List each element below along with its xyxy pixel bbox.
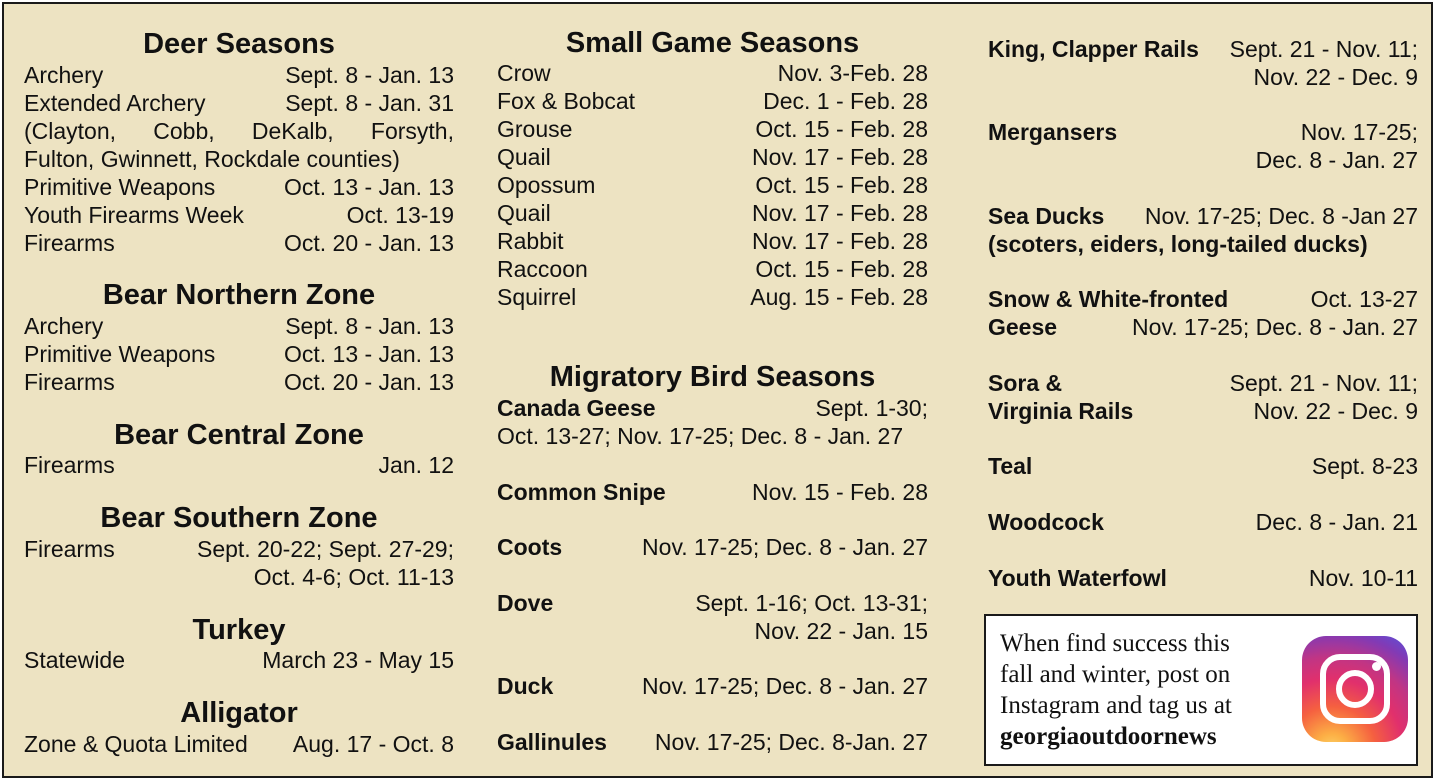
turkey-heading: Turkey [192, 614, 286, 646]
dove-row: Dove Sept. 1-16; Oct. 13-31; [497, 590, 928, 616]
alligator-row: Zone & Quota Limited Aug. 17 - Oct. 8 [24, 731, 454, 757]
quail-row: Quail Nov. 17 - Feb. 28 [497, 144, 928, 170]
deer-primitive-weapons-row: Primitive Weapons Oct. 13 - Jan. 13 [24, 174, 454, 200]
migratory-heading: Migratory Bird Seasons [549, 361, 876, 393]
duck-row: Duck Nov. 17-25; Dec. 8 - Jan. 27 [497, 673, 928, 699]
bear-northern-heading: Bear Northern Zone [102, 279, 376, 311]
bear-southern-heading: Bear Southern Zone [100, 502, 378, 534]
turkey-statewide-row: Statewide March 23 - May 15 [24, 647, 454, 673]
raccoon-row: Raccoon Oct. 15 - Feb. 28 [497, 256, 928, 282]
canada-geese-row: Canada Geese Sept. 1-30; [497, 395, 928, 421]
sora-rails-row-2: Virginia Rails Nov. 22 - Dec. 9 [988, 398, 1418, 424]
deer-youth-firearms-row: Youth Firearms Week Oct. 13-19 [24, 202, 454, 228]
deer-counties-note: (Clayton, Cobb, DeKalb, Forsyth, [24, 118, 454, 144]
rabbit-row: Rabbit Nov. 17 - Feb. 28 [497, 228, 928, 254]
season-chart [2, 2, 1433, 778]
king-clapper-rails-row: King, Clapper Rails Sept. 21 - Nov. 11; [988, 36, 1418, 62]
grouse-row: Grouse Oct. 15 - Feb. 28 [497, 116, 928, 142]
promo-text [1000, 628, 1270, 752]
bear-south-firearms-row: Firearms Sept. 20-22; Sept. 27-29; [24, 536, 454, 562]
bear-south-dates-line2: Oct. 4-6; Oct. 11-13 [253, 564, 454, 590]
bear-central-firearms-row: Firearms Jan. 12 [24, 452, 454, 478]
woodcock-row: Woodcock Dec. 8 - Jan. 21 [988, 509, 1418, 535]
bear-north-archery-row: Archery Sept. 8 - Jan. 13 [24, 313, 454, 339]
sea-ducks-row: Sea Ducks Nov. 17-25; Dec. 8 -Jan 27 [988, 203, 1418, 229]
deer-extended-archery-row: Extended Archery Sept. 8 - Jan. 31 [24, 90, 454, 116]
deer-counties-note-line2: Fulton, Gwinnett, Rockdale counties) [24, 146, 400, 172]
bear-north-firearms-row: Firearms Oct. 20 - Jan. 13 [24, 369, 454, 395]
promo-line-1: When find success this [1000, 630, 1230, 657]
teal-row: Teal Sept. 8-23 [988, 453, 1418, 479]
coots-row: Coots Nov. 17-25; Dec. 8 - Jan. 27 [497, 534, 928, 560]
deer-seasons-heading: Deer Seasons [143, 28, 335, 60]
bear-north-primitive-row: Primitive Weapons Oct. 13 - Jan. 13 [24, 341, 454, 367]
promo-line-2: fall and winter, post on [1000, 661, 1231, 688]
snow-geese-row-2: Geese Nov. 17-25; Dec. 8 - Jan. 27 [988, 314, 1418, 340]
quail-row-2: Quail Nov. 17 - Feb. 28 [497, 200, 928, 226]
instagram-icon[interactable] [1302, 636, 1408, 742]
fox-bobcat-row: Fox & Bobcat Dec. 1 - Feb. 28 [497, 88, 928, 114]
small-game-heading: Small Game Seasons [565, 27, 860, 59]
youth-waterfowl-row: Youth Waterfowl Nov. 10-11 [988, 565, 1418, 591]
snow-geese-row: Snow & White-fronted Oct. 13-27 [988, 286, 1418, 312]
promo-line-3: Instagram and tag us at [1000, 692, 1232, 719]
mergansers-row: Mergansers Nov. 17-25; [988, 119, 1418, 145]
instagram-handle[interactable]: georgiaoutdoornews [1000, 723, 1217, 750]
dove-dates-line2: Nov. 22 - Jan. 15 [754, 618, 928, 644]
king-clapper-dates-line2: Nov. 22 - Dec. 9 [1253, 64, 1418, 90]
deer-firearms-row: Firearms Oct. 20 - Jan. 13 [24, 230, 454, 256]
sea-ducks-note: (scoters, eiders, long-tailed ducks) [988, 231, 1368, 257]
common-snipe-row: Common Snipe Nov. 15 - Feb. 28 [497, 479, 928, 505]
sora-rails-row: Sora & Sept. 21 - Nov. 11; [988, 370, 1418, 396]
alligator-heading: Alligator [180, 697, 298, 729]
gallinules-row: Gallinules Nov. 17-25; Dec. 8-Jan. 27 [497, 729, 928, 755]
canada-geese-dates-line2: Oct. 13-27; Nov. 17-25; Dec. 8 - Jan. 27 [497, 423, 904, 449]
instagram-promo-box[interactable] [984, 614, 1418, 766]
deer-archery-row: Archery Sept. 8 - Jan. 13 [24, 62, 454, 88]
squirrel-row: Squirrel Aug. 15 - Feb. 28 [497, 284, 928, 310]
crow-row: Crow Nov. 3-Feb. 28 [497, 60, 928, 86]
mergansers-dates-line2: Dec. 8 - Jan. 27 [1255, 147, 1418, 173]
opossum-row: Opossum Oct. 15 - Feb. 28 [497, 172, 928, 198]
bear-central-heading: Bear Central Zone [114, 419, 364, 451]
